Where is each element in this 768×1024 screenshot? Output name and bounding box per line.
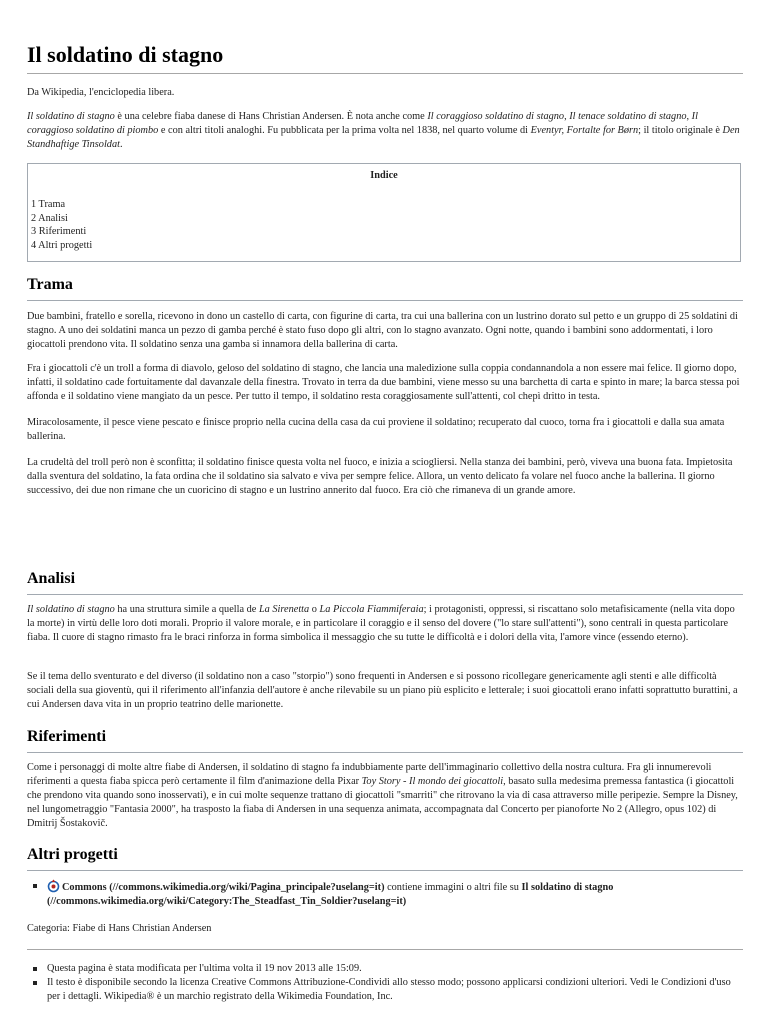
intro-original-title: Den Standhaftige Tinsoldat	[27, 125, 740, 150]
list-item	[45, 879, 743, 909]
toc-item-analisi[interactable]: 2 Analisi	[31, 212, 68, 224]
analisi-ref-italic: La Sirenetta	[258, 604, 310, 615]
page-title: Il soldatino di stagno	[27, 40, 743, 74]
altri-text: contiene immagini o altri file su	[384, 882, 522, 893]
footer-last-modified: Questa pagina è stata modificata per l'ultima volta il 19 nov 2013 alle 15:09.	[45, 962, 743, 976]
intro-alt-title: Il coraggioso soldatino di stagno	[427, 111, 565, 122]
trama-paragraph-3: Miracolosamente, il pesce viene pescato e finisce proprio nella cucina della casa da cui proviene il soldatino; recuperato dal cuoco, torna fra i giocattoli e dalla sua amata ballerina.	[27, 417, 725, 442]
intro-text: ,	[564, 111, 570, 122]
riferimenti-text: Come i personaggi di molte altre fiabe di Andersen, il soldatino di stagno fa indubbiamente parte dell'immaginario collettivo della nostra cultura. Fra gli innumerevoli riferimenti a questa fiaba spicca però certamente il film d'animazione della Pixar	[27, 762, 712, 787]
toc-title: Indice	[370, 170, 398, 181]
toy-story-title: Toy Story - Il mondo dei giocattoli	[361, 776, 504, 787]
riferimenti-text: , basato sulla medesima premessa fantastica (i giocattoli che prendono vita quando sono inosservati), e in cui molte sequenze trattano di giocattoli "smarriti" che ritrovano la via di casa attraverso mille peripezie. Sempre la Disney, nel lungometraggio "Fantasia 2000", ha trasposto la fiaba di Andersen in una sequenza animata, accompagnata dal Concerto per pianoforte No 2 (Allegro, opus 102) di Dmitrij Šostakovič.	[27, 776, 738, 829]
heading-riferimenti: Riferimenti	[27, 727, 743, 753]
toc-item-trama[interactable]: 1 Trama	[31, 199, 66, 210]
heading-analisi: Analisi	[27, 569, 743, 595]
commons-link[interactable]: Commons (//commons.wikimedia.org/wiki/Pagina_principale?uselang=it)	[62, 882, 385, 893]
heading-trama: Trama	[27, 275, 743, 301]
analisi-paragraph-1	[27, 603, 743, 645]
category-line[interactable]: Categoria: Fiabe di Hans Christian Andersen	[27, 923, 212, 934]
footer-divider	[27, 949, 743, 950]
intro-text: .	[119, 139, 123, 150]
analisi-text: ; i protagonisti, oppressi, si riscattano solo metafisicamente (nella vita dopo la morte) in virtù delle loro doti morali. Proprio il valore morale, e in particolare il coraggio e il senso del dovere ("lo stare sull'attenti"), sono centrali in questa particolare fiaba. Il cuore di stagno rimasto fra le braci rinforza in forma simbolica il messaggio che su tutte le difficoltà e i dolori della vita, l'amore vince (essendo eterno).	[27, 604, 735, 643]
intro-title-italic: Il soldatino di stagno	[27, 111, 115, 122]
analisi-paragraph-2: Se il tema dello sventurato e del diverso (il soldatino non a caso "storpio") sono frequenti in Andersen e si possono ricollegare genericamente agli stenti e alle difficoltà sociali della sua gioventù, qui il riferimento all'infanzia dell'autore è anche rilevabile su un piano più esplicito e letterale; i suoi giocattoli erano infatti soprattutto burattini, a cui Andersen dava vita in un proprio teatrino delle marionette.	[27, 671, 738, 710]
intro-volume-title: Eventyr, Fortalte for Børn	[530, 125, 639, 136]
intro-alt-title: Il tenace soldatino di stagno	[569, 111, 687, 122]
intro-text: è una celebre fiaba danese di Hans Christian Andersen. È nota anche come	[114, 111, 428, 122]
commons-logo-icon	[47, 879, 60, 893]
altri-progetti-list	[45, 879, 743, 909]
heading-altri-progetti: Altri progetti	[27, 845, 743, 871]
analisi-title-italic: Il soldatino di stagno	[27, 604, 115, 615]
footer-list	[45, 962, 743, 1004]
toc-list	[31, 198, 740, 252]
analisi-ref-italic: La Piccola Fiammiferaia	[319, 604, 424, 615]
intro-paragraph	[27, 110, 743, 152]
toc-item-riferimenti[interactable]: 3 Riferimenti	[31, 226, 87, 237]
trama-paragraph-2: Fra i giocattoli c'è un troll a forma di diavolo, geloso del soldatino di stagno, che lancia una maledizione sulla coppia condannandola a non essere mai felice. Il giorno dopo, infatti, il soldatino cade fortuitamente dal davanzale della finestra. Trovato in terra da due bambini, viene messo su una barchetta di carta e spinto in mare; la barca stessa poi affonda e il soldatino viene mangiato da un pesce. Per tutto il tempo, il soldatino resta coraggiosamente sull'attenti, col chepì dritto in testa.	[27, 363, 740, 402]
intro-text: ,	[686, 111, 692, 122]
footer-license: Il testo è disponibile secondo la licenza Creative Commons Attribuzione-Condividi allo stesso modo; possono applicarsi condizioni ulteriori. Vedi le Condizioni d'uso per i dettagli. Wikipedia® è un marchio registrato della Wikimedia Foundation, Inc.	[45, 976, 743, 1004]
analisi-text: ha una struttura simile a quella de	[114, 604, 259, 615]
commons-category-link[interactable]: Il soldatino di stagno (//commons.wikimedia.org/wiki/Category:The_Steadfast_Tin_Soldier?uselang=it)	[47, 882, 614, 907]
riferimenti-paragraph	[27, 761, 743, 831]
analisi-text: o	[309, 604, 320, 615]
trama-paragraph-4: La crudeltà del troll però non è sconfitta; il soldatino finisce questa volta nel fuoco, e inizia a sciogliersi. Nella stanza dei bambini, però, viveva una buona fata. Impietosita dalla sventura del soldatino, la fata ordina che il soldatino sia salvato e viva per sempre felice. Allora, un vento delicato fa volare nel fuoco anche la ballerina. Il giorno successivo, dei due non rimane che un cuoricino di stagno e un lustrino annerito dal fuoco. Era ciò che rimaneva di un grande amore.	[27, 457, 733, 496]
table-of-contents	[27, 163, 741, 262]
intro-text: ; il titolo originale è	[638, 125, 723, 136]
trama-paragraph-1: Due bambini, fratello e sorella, ricevono in dono un castello di carta, con figurine di carta, tra cui una ballerina con un lustrino dorato sul petto e un gruppo di 25 soldatini di stagno. A uno dei soldatini manca un pezzo di gamba perché è stato fuso dopo gli altri, con lo stagno avanzato. Ogni notte, quando i bambini sono addormentati, i loro giocattoli prendono vita. Il soldatino senza una gamba si innamora della ballerina di carta.	[27, 311, 738, 350]
intro-alt-title: Il coraggioso soldatino di piombo	[27, 111, 698, 136]
toc-item-altri-progetti[interactable]: 4 Altri progetti	[31, 239, 93, 251]
intro-text: e con altri titoli analoghi. Fu pubblicata per la prima volta nel 1838, nel quarto volume di	[158, 125, 531, 136]
tagline: Da Wikipedia, l'enciclopedia libera.	[27, 87, 175, 98]
